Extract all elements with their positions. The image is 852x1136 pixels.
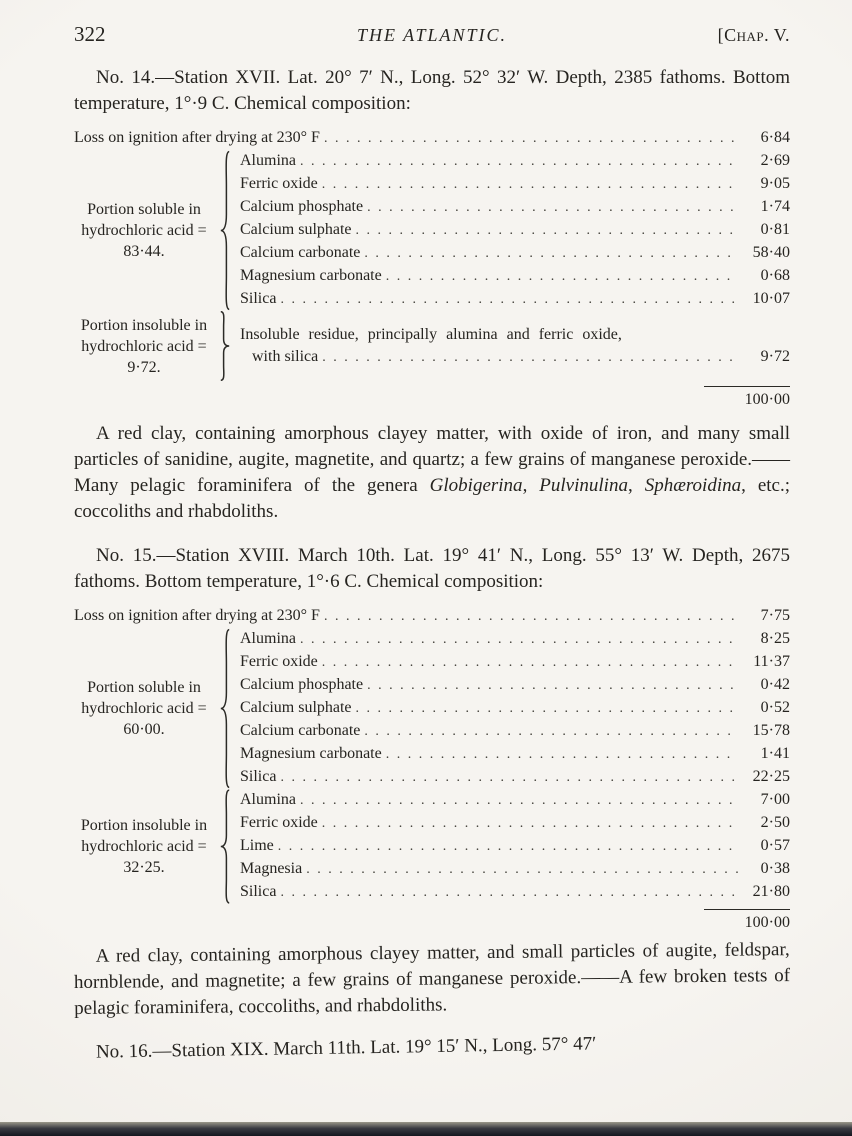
running-title: THE ATLANTIC. [356,25,508,45]
dot-leader [364,242,738,265]
table-row [240,881,790,904]
row-value: 22·25 [752,768,790,785]
dot-leader [324,127,738,150]
dot-leader [324,605,738,628]
station-heading-15: No. 15.—Station XVIII. March 10th. Lat. 19° 41′ N., Long. 55° 13′ W. Depth, 2675 fathoms. Bottom temperature, 1°·6 C. Chemical composition: [74,545,790,592]
row-value: 9·72 [760,347,790,365]
loss-row [74,127,790,150]
dot-leader [280,288,738,311]
row-label: Magnesium carbonate [240,745,382,762]
row-label: Lime [240,837,274,854]
group-rows [232,311,790,381]
row-value: 0·38 [760,860,790,877]
table-row [240,766,790,789]
table-row [240,674,790,697]
row-value: 0·42 [760,676,790,693]
dot-leader [280,766,738,789]
row-value: 1·41 [760,745,790,762]
chapter-label: [Chap. V. [717,25,790,45]
table-row [240,720,790,743]
genus-name: Sphæroidina [644,475,742,496]
dot-leader [322,812,738,835]
row-value: 10·07 [752,290,790,307]
row-label: Calcium carbonate [240,244,361,261]
group-rows [232,150,790,311]
table-total-14 [74,386,790,409]
group-side-label: Portion insoluble in hydrochloric acid = 32·25. [80,817,208,876]
dot-leader [280,881,738,904]
table-total-15 [74,909,790,932]
total-value: 100·00 [704,386,790,409]
row-value: 21·80 [752,883,790,900]
table-row [240,242,790,265]
row-label: Ferric oxide [240,175,318,192]
row-value: 15·78 [752,722,790,739]
row-label: Silica [240,290,277,307]
row-value: 58·40 [752,244,790,261]
description-text: , [522,475,540,496]
row-label: Magnesium carbonate [240,267,382,284]
row-value: 7·00 [760,791,790,808]
table-row [240,697,790,720]
residue-line: Insoluble residue, principally alumina and ferric oxide, [240,325,622,343]
left-brace-icon [218,150,232,311]
dot-leader [300,150,738,173]
dot-leader [306,858,738,881]
row-label: Alumina [240,152,296,169]
table-row [240,835,790,858]
description-text: , etc.; coccoliths and rhabdoliths. [74,475,791,522]
description-text: A red clay, containing amorphous clayey matter, with oxide of iron, and many small particles of sanidine, augite, magnetite, and quartz; a few grains of manganese peroxide.——Many pelagic foraminifera of the genera [74,423,790,496]
dot-leader [367,674,738,697]
row-label: Loss on ignition after drying at 230° F [74,607,320,624]
dot-leader [322,651,738,674]
table-row [240,346,790,369]
total-value: 100·00 [704,909,790,932]
dot-leader [322,346,738,369]
composition-table-15 [74,605,790,932]
table-row [240,743,790,766]
group-side-label: Portion soluble in hydrochloric acid = 60·00. [81,679,207,738]
row-value: 0·52 [760,699,790,716]
row-value: 0·81 [760,221,790,238]
row-value: 11·37 [753,653,790,670]
insoluble-group-15 [74,789,790,904]
group-rows [232,628,790,789]
row-label: Silica [240,768,277,785]
station-heading-16: No. 16.—Station XIX. March 11th. Lat. 19° 15′ N., Long. 57° 47′ [95,1033,597,1063]
left-brace-icon [218,628,232,789]
table-row [240,150,790,173]
table-row [240,196,790,219]
left-brace-icon [218,789,232,904]
insoluble-group-14 [74,311,790,381]
dot-leader [278,835,738,858]
row-label: Ferric oxide [240,653,318,670]
table-row [240,812,790,835]
row-label: Calcium phosphate [240,676,364,693]
row-value: 8·25 [760,630,790,647]
row-value: 2·50 [760,814,790,831]
row-value: 0·68 [760,267,790,284]
genus-name: Globigerina [429,475,523,496]
group-rows [232,789,790,904]
scan-bottom-edge [0,1122,852,1136]
row-label: Alumina [240,630,296,647]
dot-leader [356,219,738,242]
page-header [74,16,790,47]
description-15 [74,937,791,1022]
row-value: 1·74 [760,198,790,215]
dot-leader [364,720,738,743]
row-label: Calcium phosphate [240,198,364,215]
row-label: Magnesia [240,860,303,877]
table-row [240,173,790,196]
dot-leader [300,628,738,651]
dot-leader [386,265,738,288]
row-value: 0·57 [760,837,790,854]
group-side-label: Portion soluble in hydrochloric acid = 83·44. [81,201,207,260]
row-value: 7·75 [760,607,790,624]
description-14 [74,421,790,525]
dot-leader [300,789,738,812]
row-label: Alumina [240,791,296,808]
table-row [240,628,790,651]
row-value: 6·84 [760,129,790,146]
row-label: Ferric oxide [240,814,318,831]
row-label: with silica [252,347,319,365]
row-label: Calcium carbonate [240,722,361,739]
right-brace-icon [218,311,232,381]
loss-row [74,605,790,628]
table-row [240,789,790,812]
table-row [240,858,790,881]
row-label: Calcium sulphate [240,221,352,238]
station-heading-14: No. 14.—Station XVII. Lat. 20° 7′ N., Long. 52° 32′ W. Depth, 2385 fathoms. Bottom temperature, 1°·9 C. Chemical composition: [74,67,790,114]
row-label: Calcium sulphate [240,699,352,716]
description-text: , [627,475,645,496]
table-row [240,265,790,288]
soluble-group-14 [74,150,790,311]
description-text: A red clay, containing amorphous clayey matter, and small particles of augite, feldspar, hornblende, and magnetite; a few grains of manganese peroxide.——A few broken tests of pelagic foraminifera, coccoliths, and rhabdoliths. [73,939,791,1019]
row-label: Loss on ignition after drying at 230° F [74,129,320,146]
dot-leader [386,743,738,766]
table-row [240,651,790,674]
genus-name: Pulvinulina [539,475,628,496]
row-value: 2·69 [760,152,790,169]
dot-leader [322,173,738,196]
soluble-group-15 [74,628,790,789]
dot-leader [356,697,738,720]
row-value: 9·05 [760,175,790,192]
table-row [240,219,790,242]
page-number: 322 [74,22,106,46]
dot-leader [367,196,738,219]
composition-table-14 [74,127,790,409]
group-side-label: Portion insoluble in hydrochloric acid = 9·72. [80,316,208,376]
row-label: Silica [240,883,277,900]
table-row [240,288,790,311]
